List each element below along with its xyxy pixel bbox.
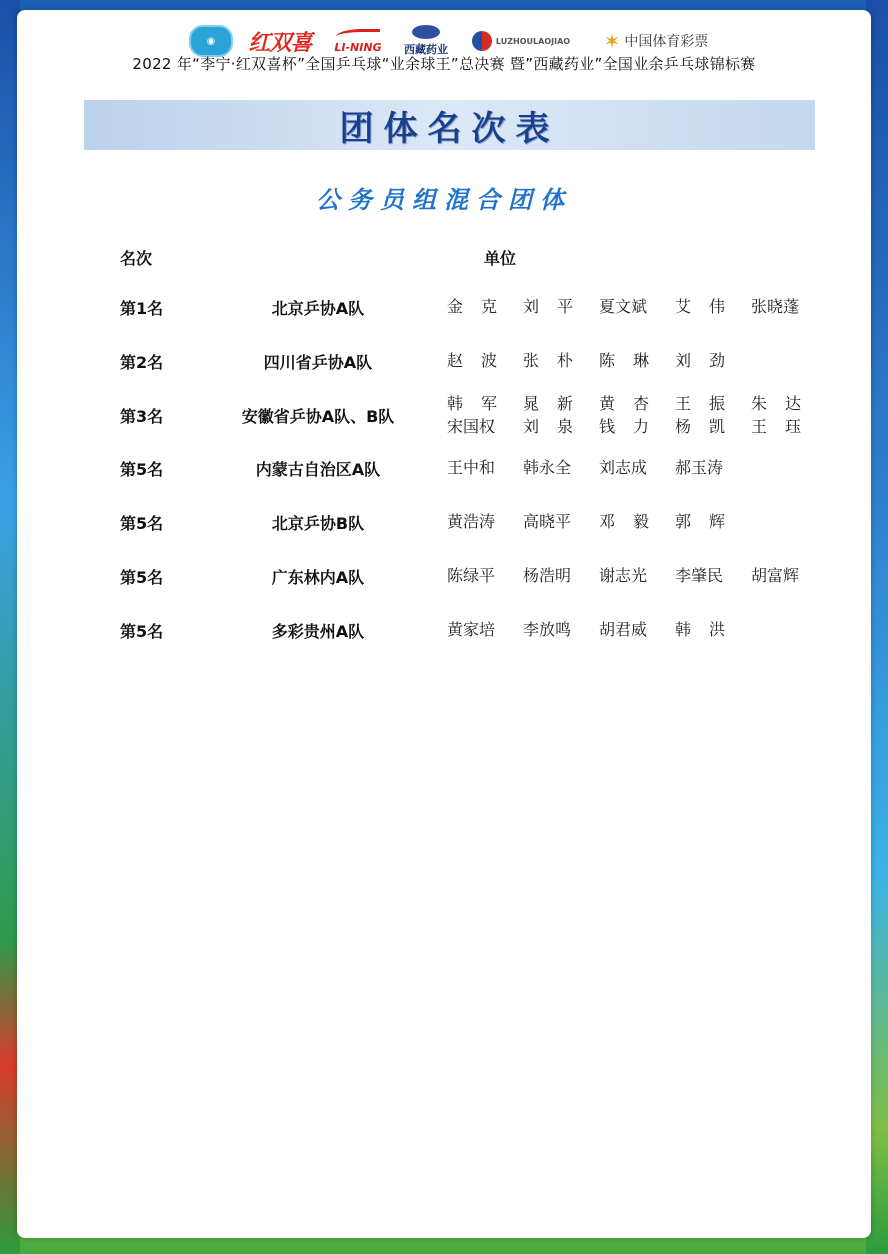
player-name: 王珏 [751, 417, 820, 436]
lottery-logo-text: 中国体育彩票 [624, 34, 709, 50]
player-name: 刘志成 [599, 458, 648, 477]
player-name: 刘劲 [675, 351, 744, 370]
lining-logo-text: LI-NING [334, 41, 382, 54]
rank-cell: 第3名 [120, 407, 164, 426]
luzhoulaojiao-logo-text: LUZHOULAOJIAO [495, 36, 571, 46]
table-tennis-association-logo: ◉ [189, 25, 233, 57]
page-title: 团体名次表 [339, 108, 560, 149]
player-name: 郭辉 [675, 512, 744, 531]
team-cell: 北京乒协A队 [271, 299, 365, 318]
players-cell [447, 564, 827, 587]
players-cell [447, 295, 827, 318]
rank-cell: 第2名 [120, 353, 164, 372]
player-name: 金克 [447, 297, 516, 316]
table-row [17, 619, 871, 659]
team-cell: 内蒙古自治区A队 [255, 460, 381, 479]
title-banner [84, 100, 815, 150]
event-subtitle: 2022 年“李宁·红双喜杯”全国乒乓球“业余球王”总决赛 暨”西藏药业”全国业余乒乓球锦标赛 [132, 55, 756, 73]
xizang-pharma-emblem-icon [412, 25, 440, 39]
team-cell: 北京乒协B队 [271, 514, 365, 533]
player-name: 黄杏 [599, 394, 668, 413]
players-line [447, 349, 827, 372]
china-sports-lottery-logo [589, 26, 723, 56]
player-name: 王中和 [447, 458, 496, 477]
players-cell [447, 456, 827, 479]
table-row [17, 393, 871, 436]
team-cell: 多彩贵州A队 [271, 622, 365, 641]
players-line [447, 392, 827, 415]
table-row [17, 296, 871, 336]
players-line [447, 295, 827, 318]
player-name: 赵波 [447, 351, 516, 370]
player-name: 郝玉涛 [675, 458, 724, 477]
document-page [17, 10, 871, 1238]
player-name: 韩洪 [675, 620, 744, 639]
players-line [447, 456, 827, 479]
players-cell [447, 618, 827, 641]
players-line [447, 415, 827, 438]
players-line [447, 564, 827, 587]
player-name: 夏文斌 [599, 297, 648, 316]
player-name: 韩永全 [523, 458, 572, 477]
player-name: 宋国权 [447, 417, 496, 436]
player-name: 朱达 [751, 394, 820, 413]
player-name: 李放鸣 [523, 620, 572, 639]
player-name: 胡君威 [599, 620, 648, 639]
rank-cell: 第5名 [120, 622, 164, 641]
players-line [447, 510, 827, 533]
rank-cell: 第5名 [120, 460, 164, 479]
dhs-logo: 红双喜 [248, 29, 312, 56]
player-name: 谢志光 [599, 566, 648, 585]
player-name: 刘泉 [523, 417, 592, 436]
rank-cell: 第5名 [120, 568, 164, 587]
player-name: 杨凯 [675, 417, 744, 436]
player-name: 陈琳 [599, 351, 668, 370]
players-cell [447, 510, 827, 533]
player-name: 陈绿平 [447, 566, 496, 585]
column-header-rank: 名次 [120, 249, 153, 268]
group-title: 公务员组混合团体 [316, 185, 572, 214]
lottery-star-icon: ✶ [603, 29, 621, 53]
player-name: 王振 [675, 394, 744, 413]
player-name: 高晓平 [523, 512, 572, 531]
player-name: 艾伟 [675, 297, 744, 316]
player-name: 胡富辉 [751, 566, 800, 585]
player-name: 钱力 [599, 417, 668, 436]
player-name: 晁新 [523, 394, 592, 413]
table-row [17, 457, 871, 497]
column-header-unit: 单位 [484, 249, 517, 268]
player-name: 杨浩明 [523, 566, 572, 585]
player-name: 张晓蓬 [751, 297, 800, 316]
luzhoulaojiao-emblem-icon [472, 31, 492, 51]
player-name: 韩军 [447, 394, 516, 413]
xizang-pharma-logo-text: 西藏药业 [404, 43, 448, 56]
team-cell: 安徽省乒协A队、B队 [241, 407, 395, 426]
table-row [17, 511, 871, 551]
player-name: 张朴 [523, 351, 592, 370]
player-name: 黄浩涛 [447, 512, 496, 531]
player-name: 刘平 [523, 297, 592, 316]
player-name: 李肇民 [675, 566, 724, 585]
rank-cell: 第5名 [120, 514, 164, 533]
players-cell [447, 392, 827, 438]
rank-cell: 第1名 [120, 299, 164, 318]
luzhoulaojiao-logo [463, 26, 579, 56]
team-cell: 广东林内A队 [271, 568, 365, 587]
table-row [17, 565, 871, 605]
lining-logo [327, 26, 389, 56]
team-cell: 四川省乒协A队 [263, 353, 373, 372]
players-line [447, 618, 827, 641]
player-name: 邓毅 [599, 512, 668, 531]
players-cell [447, 349, 827, 372]
table-row [17, 350, 871, 390]
player-name: 黄家培 [447, 620, 496, 639]
